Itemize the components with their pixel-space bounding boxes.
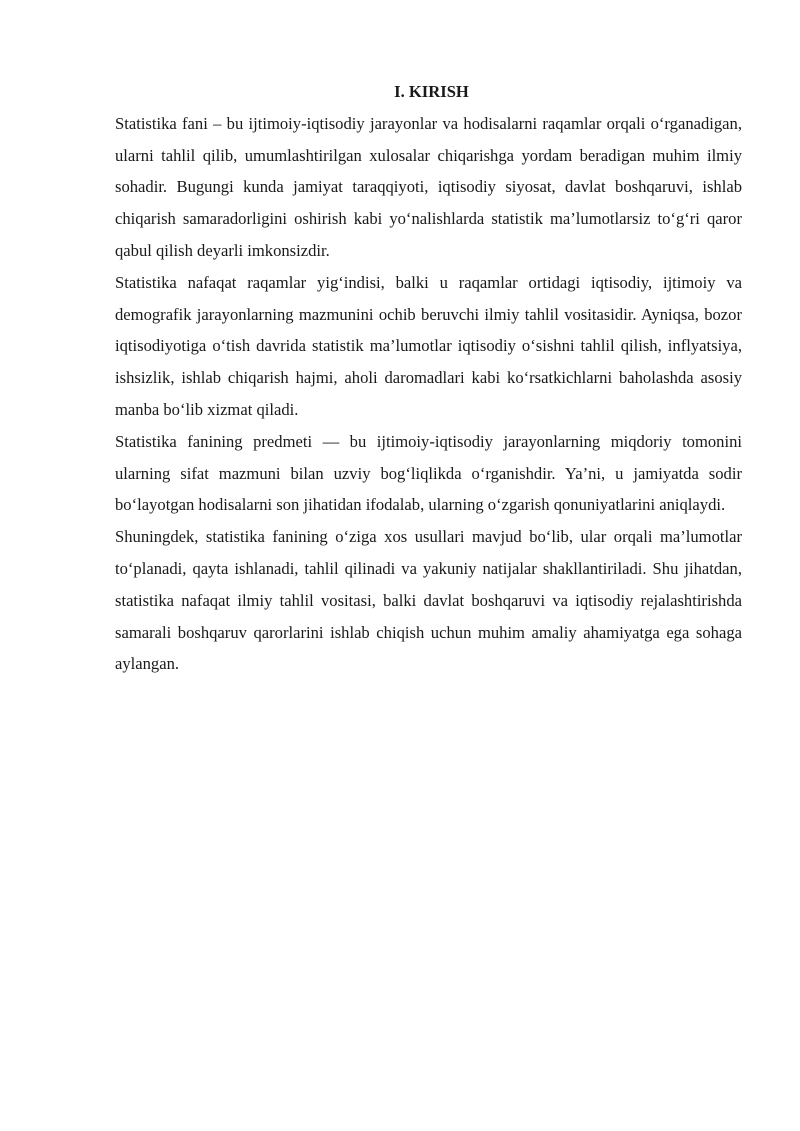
- section-title: I. KIRISH: [394, 82, 469, 101]
- paragraph-subject: Statistika fanining predmeti — bu ijtimoiy-iqtisodiy jarayonlarning miqdoriy tomonini ularning sifat mazmuni bilan uzviy bog‘liqlikda o‘rganishdir. Ya’ni, u jamiyatda sodir bo‘layotgan hodisalarni son jihatidan ifodalab, ularning o‘zgarish qonuniyatlarini aniqlaydi.: [115, 431, 742, 515]
- paragraph-methods: Shuningdek, statistika fanining o‘ziga xos usullari mavjud bo‘lib, ular orqali ma’lumotlar to‘planadi, qayta ishlanadi, tahlil qilinadi va yakuniy natijalar shakllantiriladi. Shu jihatdan, statistika nafaqat ilmiy tahlil vositasi, balki davlat boshqaruvi va iqtisodiy rejalashtirishda samarali boshqaruv qarorlarini ishlab chiqish uchun muhim amaliy ahamiyatga ega sohaga aylangan.: [115, 527, 742, 674]
- paragraph-role: Statistika nafaqat raqamlar yig‘indisi, balki u raqamlar ortidagi iqtisodiy, ijtimoiy va demografik jarayonlarning mazmunini ochib beruvchi ilmiy tahlil vositasidir. Ayniqsa, bozor iqtisodiyotiga o‘tish davrida statistik ma’lumotlar iqtisodiy o‘sishni tahlil qilish, inflyatsiya, ishsizlik, ishlab chiqarish hajmi, aholi daromadlari kabi ko‘rsatkichlarni baholashda asosiy manba bo‘lib xizmat qiladi.: [115, 272, 742, 419]
- document-body: [115, 76, 742, 680]
- paragraph-intro: Statistika fani – bu ijtimoiy-iqtisodiy jarayonlar va hodisalarni raqamlar orqali o‘rganadigan, ularni tahlil qilib, umumlashtirilgan xulosalar chiqarishga yordam beradigan muhim ilmiy sohadir. Bugungi kunda jamiyat taraqqiyoti, iqtisodiy siyosat, davlat boshqaruvi, ishlab chiqarish samaradorligini oshirish kabi yo‘nalishlarda statistik ma’lumotlarsiz to‘g‘ri qaror qabul qilish deyarli imkonsizdir.: [115, 113, 742, 260]
